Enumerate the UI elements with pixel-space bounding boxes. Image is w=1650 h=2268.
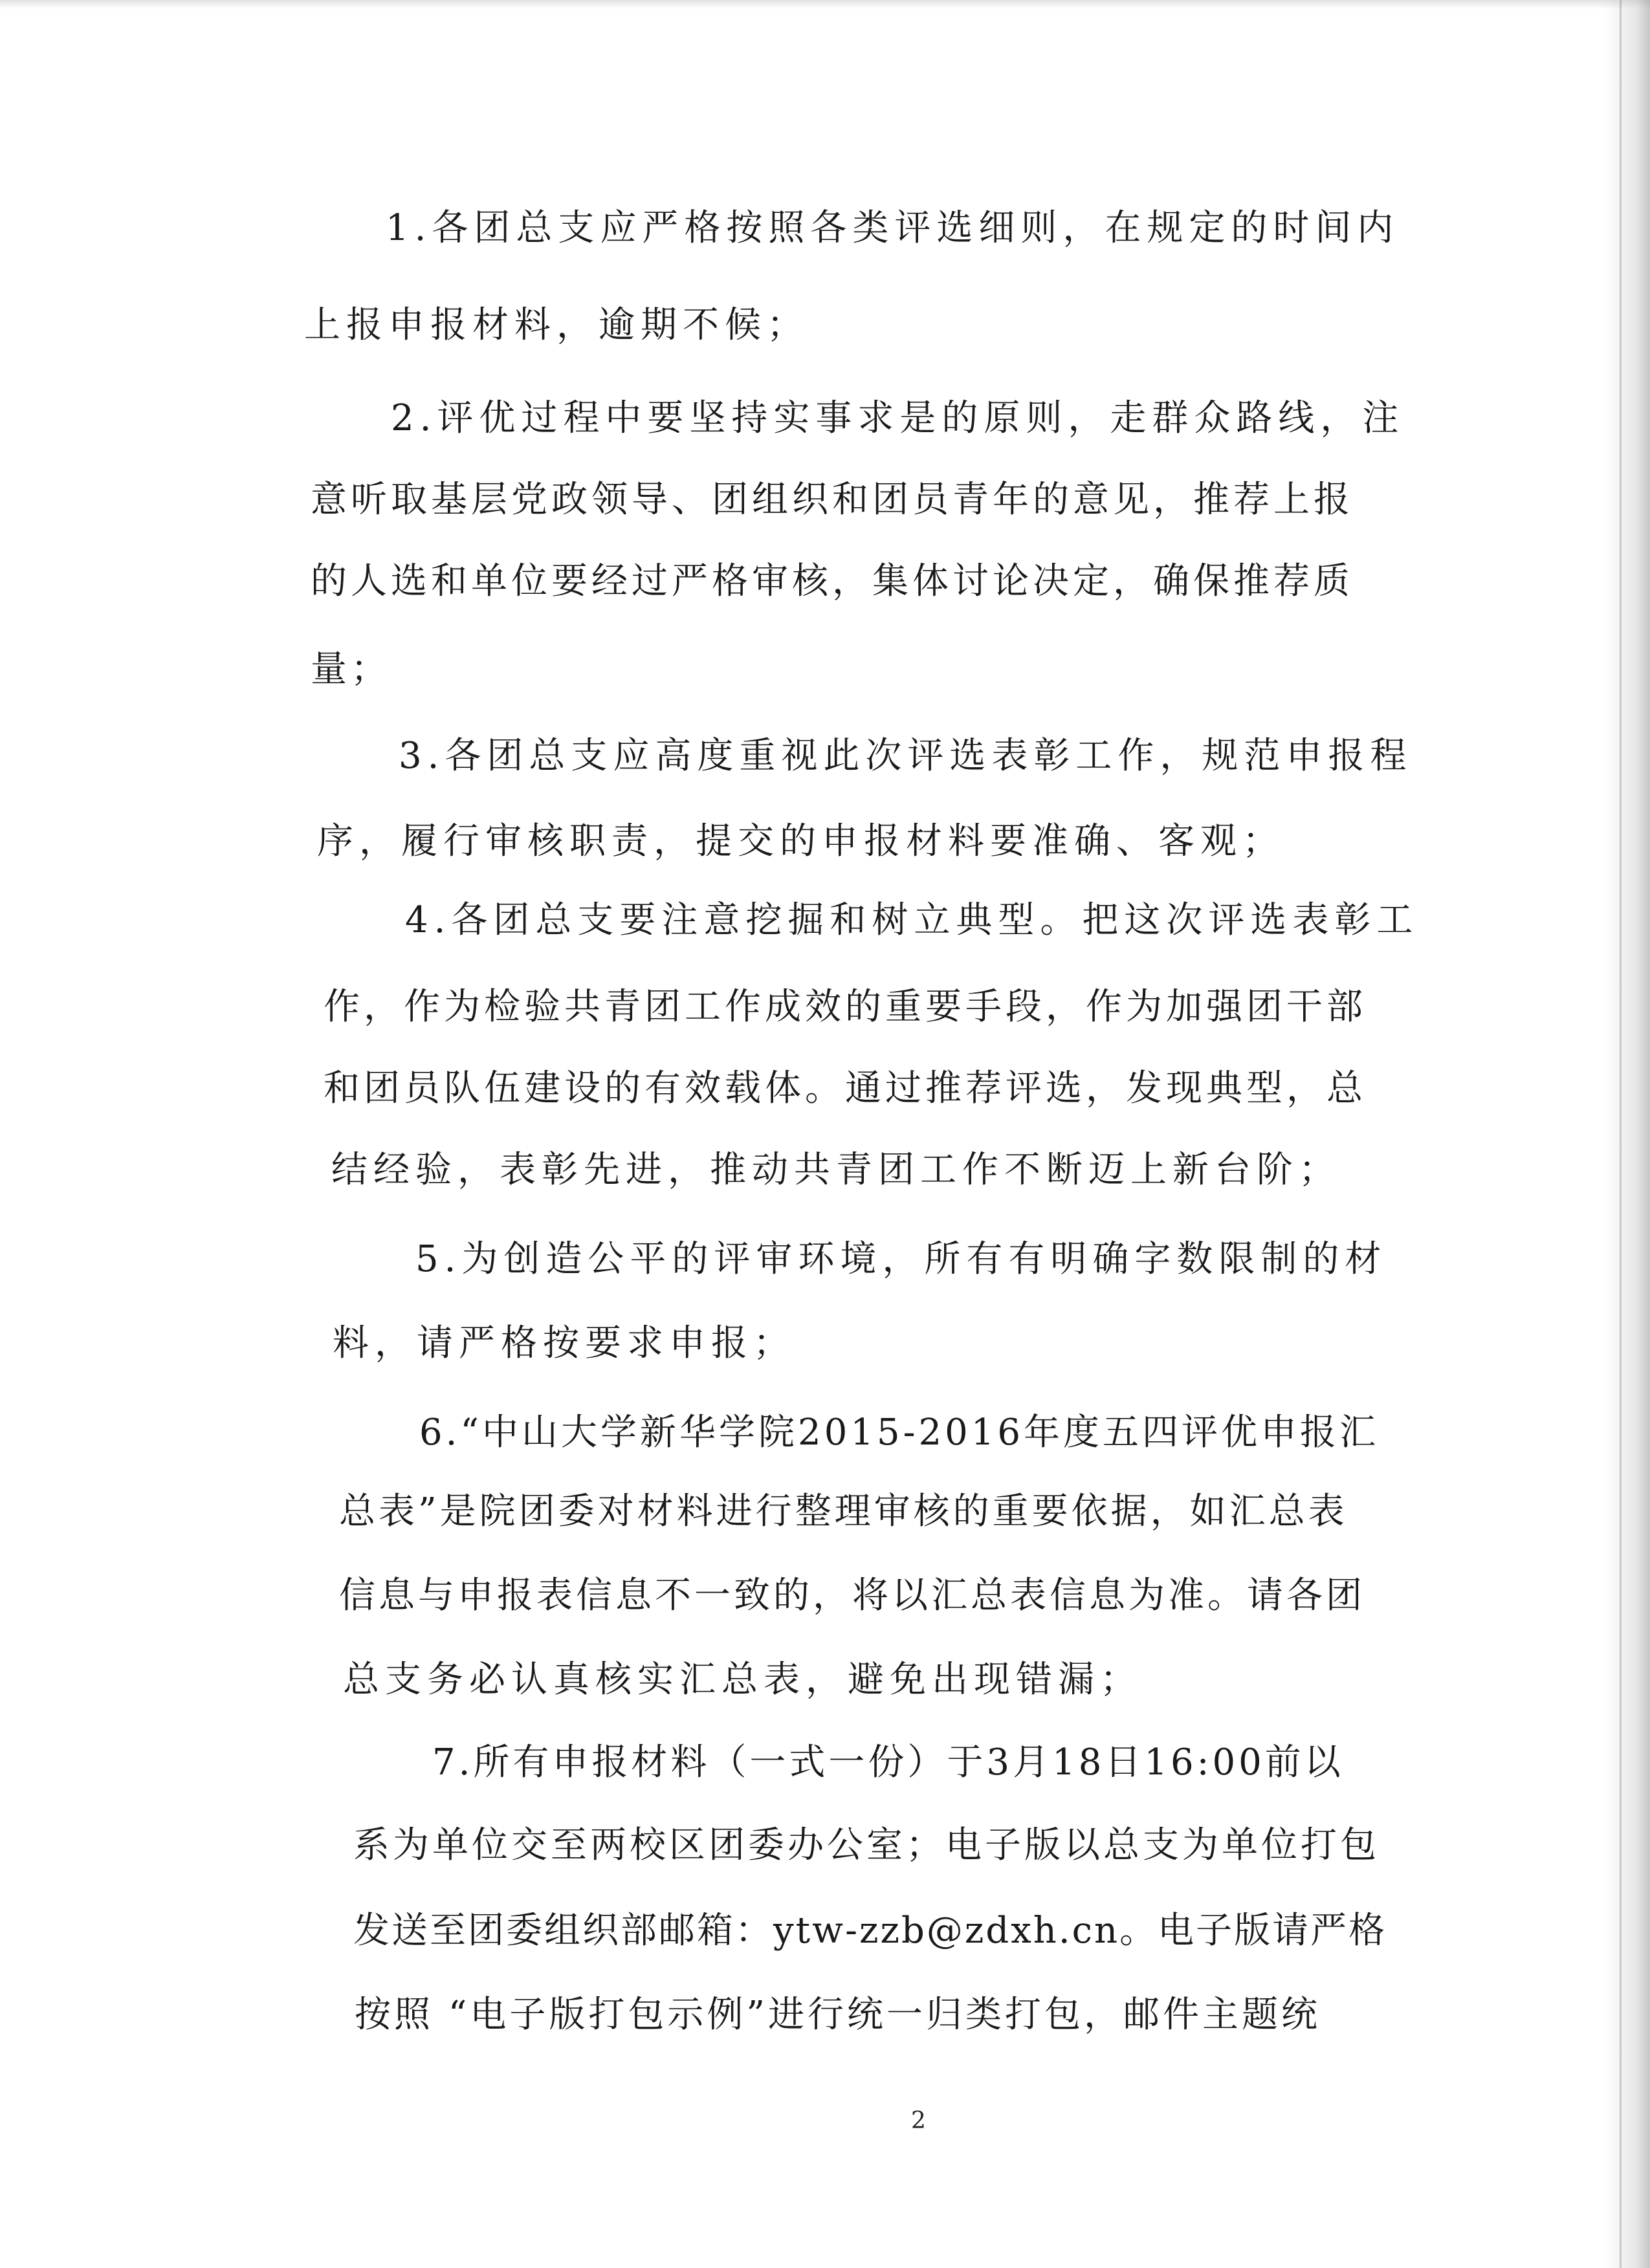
text-line-18: 总支务必认真核实汇总表，避免出现错漏；	[343, 1659, 1142, 1701]
text-line-5: 的人选和单位要经过严格审核，集体讨论决定，确保推荐质	[311, 560, 1354, 602]
text-line-20: 系为单位交至两校区团委办公室；电子版以总支为单位打包	[353, 1824, 1380, 1866]
text-line-10: 作，作为检验共青团工作成效的重要手段，作为加强团干部	[324, 986, 1367, 1028]
text-line-1: 1.各团总支应严格按照各类评选细则，在规定的时间内	[386, 207, 1400, 249]
text-line-12: 结经验，表彰先进，推动共青团工作不断迈上新台阶；	[331, 1149, 1341, 1191]
scan-edge-shadow	[1605, 0, 1650, 2268]
text-line-17: 信息与申报表信息不一致的，将以汇总表信息为准。请各团	[339, 1575, 1365, 1617]
text-line-9: 4.各团总支要注意挖掘和树立典型。把这次评选表彰工	[405, 899, 1419, 941]
text-line-3: 2.评优过程中要坚持实事求是的原则，走群众路线，注	[391, 397, 1405, 439]
text-line-4: 意听取基层党政领导、团组织和团员青年的意见，推荐上报	[311, 479, 1354, 521]
page-number: 2	[911, 2108, 926, 2134]
text-line-8: 序，履行审核职责，提交的申报材料要准确、客观；	[317, 820, 1284, 862]
text-line-22: 按照 “电子版打包示例”进行统一归类打包，邮件主题统	[355, 1994, 1321, 2036]
scan-edge-line	[1620, 0, 1622, 2268]
text-line-14: 料，请严格按要求申报；	[333, 1322, 795, 1364]
text-line-6: 量；	[311, 648, 391, 690]
text-line-13: 5.为创造公平的评审环境，所有有明确字数限制的材	[415, 1238, 1387, 1280]
text-line-2: 上报申报材料，逾期不候；	[304, 304, 809, 346]
text-line-7: 3.各团总支应高度重视此次评选表彰工作，规范申报程	[399, 735, 1413, 777]
scan-top-shadow	[0, 0, 1650, 9]
text-line-21: 发送至团委组织部邮箱：ytw-zzb@zdxh.cn。电子版请严格	[353, 1910, 1387, 1952]
text-line-19: 7.所有申报材料（一式一份）于3月18日16:00前以	[432, 1741, 1344, 1783]
text-line-15: 6.“中山大学新华学院2015-2016年度五四评优申报汇	[419, 1412, 1380, 1454]
text-line-16: 总表”是院团委对材料进行整理审核的重要依据，如汇总表	[339, 1490, 1348, 1532]
text-line-11: 和团员队伍建设的有效载体。通过推荐评选，发现典型，总	[324, 1067, 1367, 1109]
